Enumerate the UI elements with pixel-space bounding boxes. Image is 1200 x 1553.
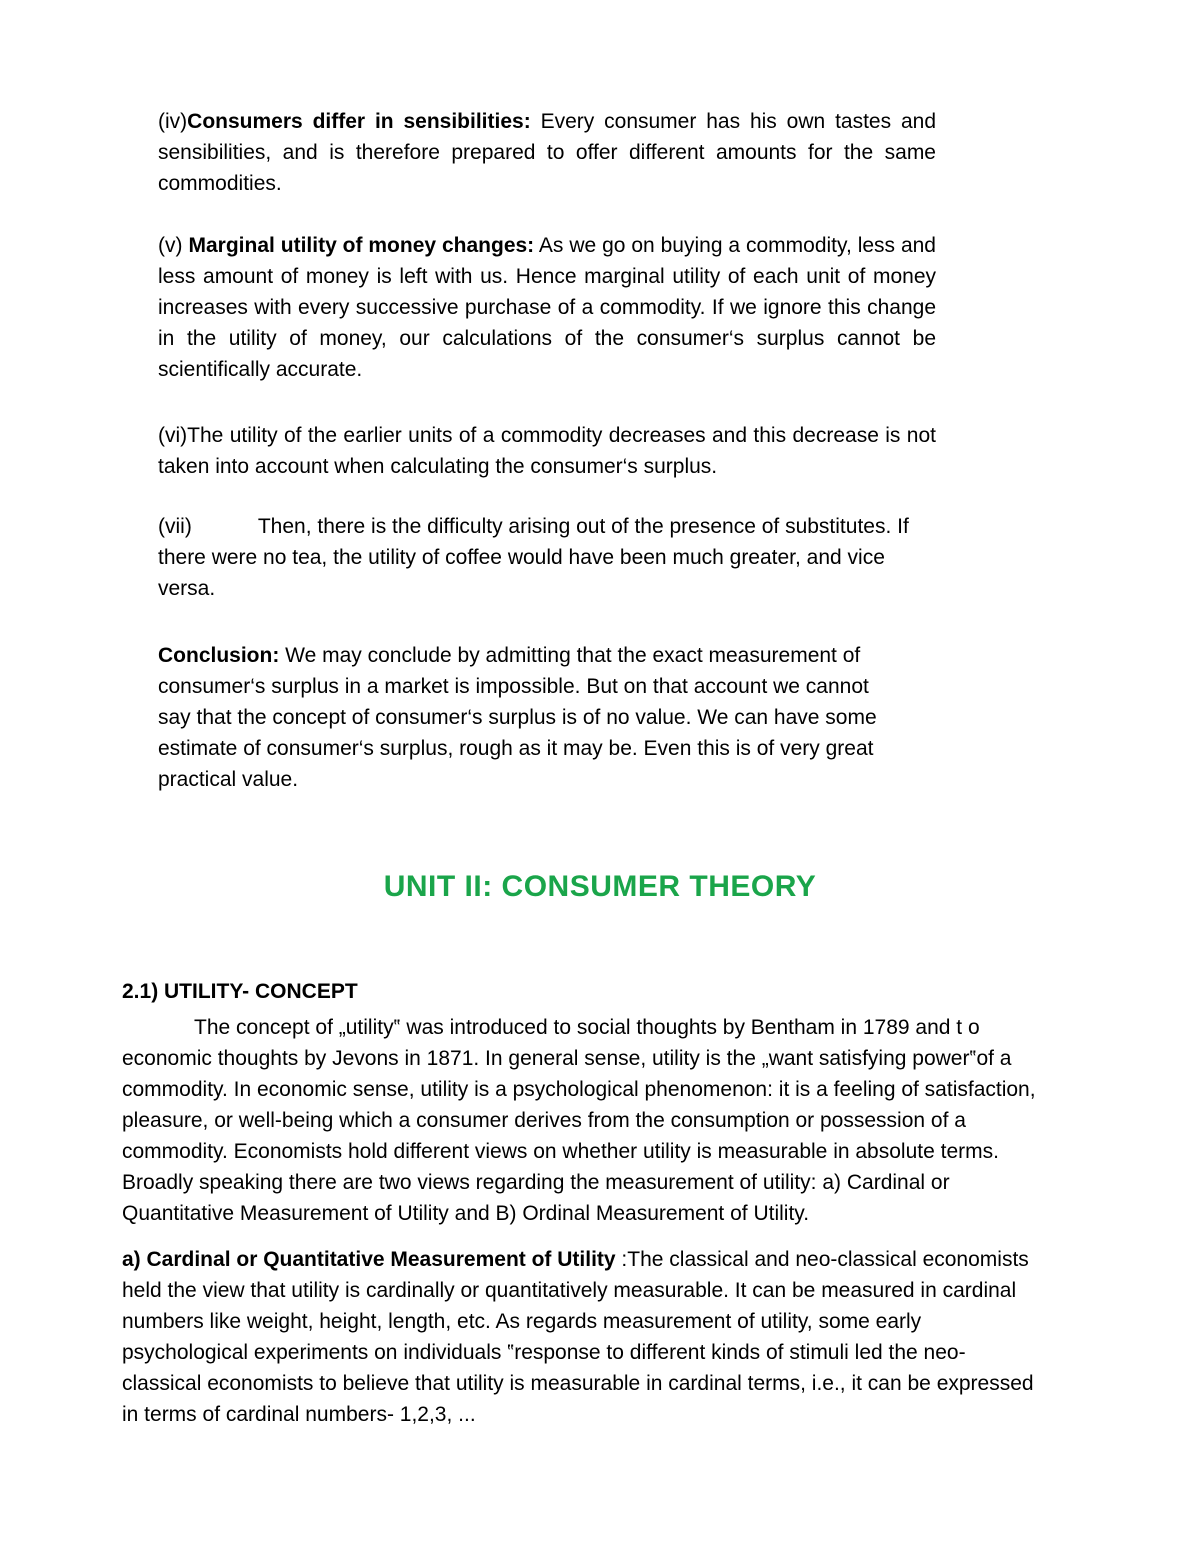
paragraph-vii-label: (vii) — [158, 515, 192, 538]
unit-heading: UNIT II: CONSUMER THEORY — [383, 870, 817, 903]
conclusion-body: We may conclude by admitting that the exact measurement of consumer‘s surplus in a market is impossible. But on that account we cannot say that the concept of consumer‘s surplus is of no value. We can have some estimate of consumer‘s surplus, rough as it may be. Even this is of very great practical value. — [158, 644, 877, 791]
cardinal-utility-body: :The classical and neo-classical economists held the view that utility is cardinally or quantitatively measurable. It can be measured in cardinal numbers like weight, height, length, etc. As regards measurement of utility, some early psychological experiments on individuals ‟response to different kinds of stimuli led the neo-classical economists to believe that utility is measurable in cardinal terms, i.e., it can be expressed in terms of cardinal numbers- 1,2,3, ... — [122, 1248, 1034, 1426]
paragraph-iv-heading: Consumers differ in sensibilities: — [187, 110, 531, 133]
paragraph-v-heading: Marginal utility of money changes: — [188, 234, 535, 257]
cardinal-utility-paragraph — [122, 1244, 1042, 1430]
paragraph-vi-label: (vi) — [158, 424, 188, 447]
paragraph-iv-label: (iv) — [158, 110, 188, 133]
paragraph-v-body: As we go on buying a commodity, less and less amount of money is left with us. Hence marginal utility of each unit of money increases with every successive purchase of a commodity. If we ignore this change in the utility of money, our calculations of the consumer‘s surplus cannot be scientifically accurate. — [158, 234, 936, 381]
paragraph-v — [158, 230, 936, 385]
utility-concept-paragraph — [122, 1012, 1042, 1229]
paragraph-vi-body: The utility of the earlier units of a commodity decreases and this decrease is not taken into account when calculating the consumer‘s surplus. — [158, 424, 936, 478]
utility-concept-text: The concept of „utility‟ was introduced to social thoughts by Bentham in 1789 and t o economic thoughts by Jevons in 1871. In general sense, utility is the „want satisfying power‟of a commodity. In economic sense, utility is a psychological phenomenon: it is a feeling of satisfaction, pleasure, or well-being which a consumer derives from the consumption or possession of a commodity. Economists hold different views on whether utility is measurable in absolute terms. Broadly speaking there are two views regarding the measurement of utility: a) Cardinal or Quantitative Measurement of Utility and B) Ordinal Measurement of Utility. — [122, 1016, 1036, 1225]
cardinal-utility-heading: a) Cardinal or Quantitative Measurement of Utility — [122, 1248, 616, 1271]
paragraph-iv-body: Every consumer has his own tastes and sensibilities, and is therefore prepared to offer different amounts for the same commodities. — [158, 110, 937, 195]
paragraph-vii-body: Then, there is the difficulty arising out of the presence of substitutes. If there were no tea, the utility of coffee would have been much greater, and vice versa. — [158, 515, 909, 600]
conclusion-heading: Conclusion: — [158, 644, 280, 667]
section-title: 2.1) UTILITY- CONCEPT — [122, 980, 358, 1003]
paragraph-vi — [158, 420, 936, 482]
conclusion-paragraph — [158, 640, 898, 795]
paragraph-iv — [158, 106, 936, 199]
paragraph-vii — [158, 511, 938, 604]
paragraph-v-label: (v) — [158, 234, 183, 257]
